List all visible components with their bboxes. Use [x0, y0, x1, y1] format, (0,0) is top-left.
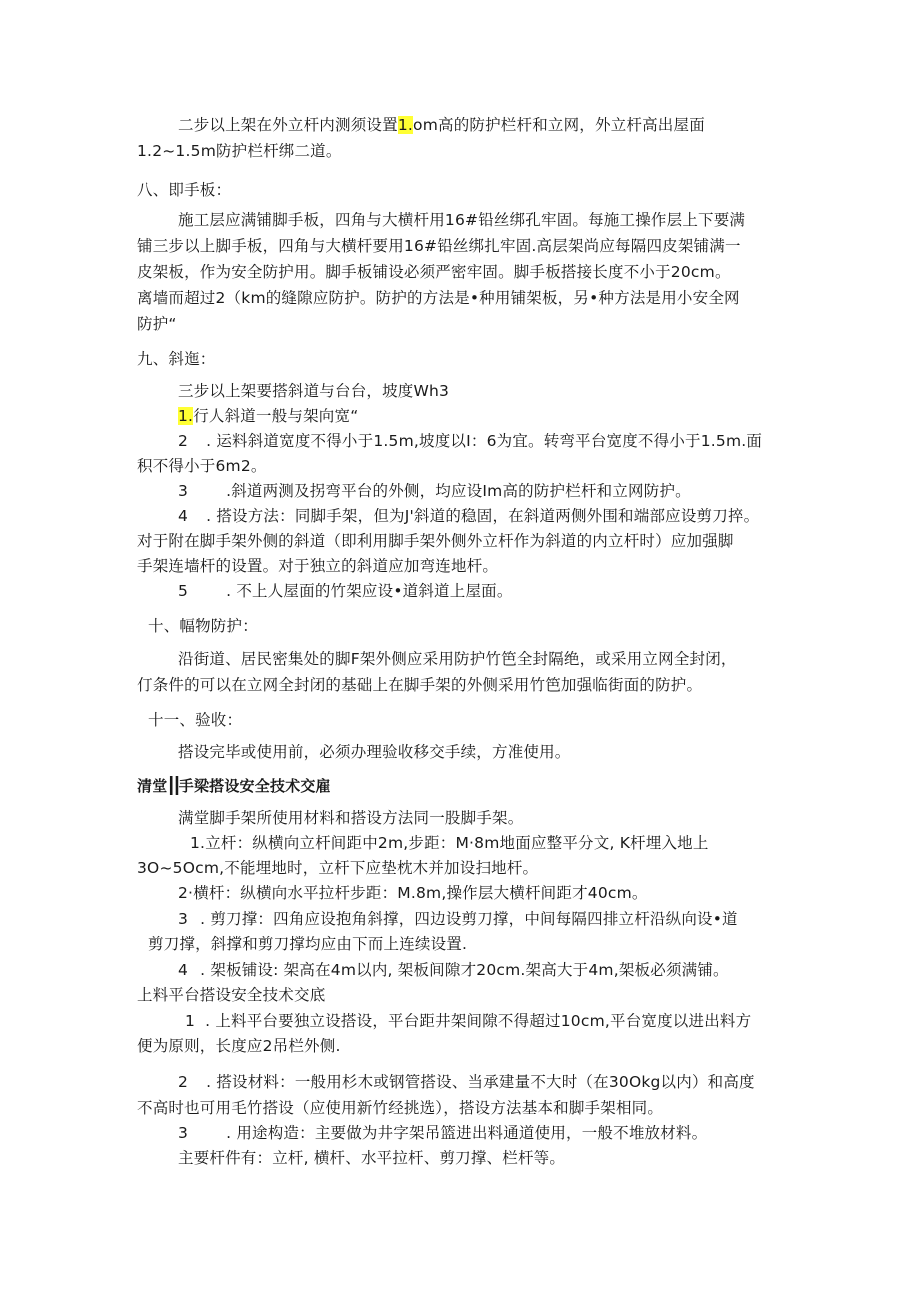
s11-line-1: 搭设完毕或使用前，必须办理验收移交手续，方准使用。: [178, 743, 571, 761]
p1-line-2: 1.2~1.5m防护栏杆绑二道。: [137, 142, 342, 160]
platform-item-1-line-1: 1 . 上料平台要独立设搭设，平台距井架间隙不得超过10cm,平台宽度以进出料方: [185, 1012, 752, 1030]
full-item-1-line-1: 1.立杆：纵横向立杆间距中2m,步距：M·8m地面应整平分文, K杆埋入地上: [190, 834, 709, 852]
s9-item-4-line-3: 手架连墙杆的设置。对于独立的斜道应加弯连地杆。: [137, 557, 499, 575]
s10-line-2: 仃条件的可以在立网全封闭的基础上在脚手架的外侧采用竹笆加强临街面的防护。: [137, 676, 703, 694]
s9-intro: 三步以上架要搭斜道与台台，坡度Wh3: [178, 382, 450, 400]
highlight-mark: 1.: [397, 116, 414, 134]
platform-heading: 上料平台搭设安全技术交底: [137, 986, 326, 1004]
s9-item-5: 5 . 不上人屋面的竹架应设•道斜道上屋面。: [178, 582, 513, 600]
full-item-1-line-2: 3O~5Ocm,不能埋地时，立杆下应垫枕木并加设扫地杆。: [137, 859, 539, 877]
platform-item-2-line-2: 不高时也可用毛竹搭设（应使用新竹经挑选），搭设方法基本和脚手架相同。: [137, 1099, 664, 1117]
platform-item-2-line-1: 2 . 搭设材料：一般用杉木或钢管搭设、当承建量不大时（在30Okg以内）和高度: [178, 1073, 755, 1091]
s10-line-1: 沿街道、居民密集处的脚F架外侧应采用防护竹笆全封隔绝，或采用立网全封闭，: [178, 650, 737, 668]
full-item-3-line-1: 3 . 剪刀撑：四角应设抱角斜撑，四边设剪刀撑，中间每隔四排立杆沿纵向设•道: [178, 910, 738, 928]
section-11-heading: 十一、验收：: [148, 711, 243, 729]
s9-item-2-line-2: 积不得小于6m2。: [137, 457, 267, 475]
section-9-heading: 九、斜迤：: [137, 350, 216, 368]
full-scaffold-heading: 清堂II手梁搭设安全技术交雇: [137, 772, 331, 802]
full-item-2: 2·横杆：纵横向水平拉杆步距：M.8m,操作层大横杆间距才40cm。: [178, 884, 648, 902]
s8-line-4: 离墙而超过2（km的缝隙应防护。防护的方法是•种用铺架板，另•种方法是用小安全网: [137, 289, 740, 307]
s8-line-1: 施工层应满铺脚手板，四角与大横杆用16#铅丝绑孔牢固。每施工操作层上下要满: [178, 211, 746, 229]
s9-item-3: 3 .斜道两测及拐弯平台的外侧，均应设Im高的防护栏杆和立网防护。: [178, 482, 691, 500]
s9-item-2-line-1: 2 . 运料斜道宽度不得小于1.5m,坡度以I：6为宜。转弯平台宽度不得小于1.5m.面: [178, 432, 763, 450]
p1-line-1: 二步以上架在外立杆内测须设置1.om高的防护栏杆和立网，外立杆高出屋面: [178, 116, 705, 134]
s8-line-3: 皮架板，作为安全防护用。脚手板铺设必须严密牢固。脚手板搭接长度不小于20cm。: [137, 263, 731, 281]
highlight-mark: 1.: [178, 407, 194, 425]
platform-item-1-line-2: 便为原则，长度应2吊栏外侧.: [137, 1037, 341, 1055]
s8-line-2: 铺三步以上脚手板，四角与大横杆要用16#铅丝绑扎牢固.高层架尚应每隔四皮架铺满一: [137, 237, 741, 255]
full-item-4: 4 . 架板铺设: 架高在4m以内, 架板间隙才20cm.架高大于4m,架板必须满铺。: [178, 961, 729, 979]
s9-item-4-line-2: 对于附在脚手架外侧的斜道（即利用脚手架外侧外立杆作为斜道的内立杆时）应加强脚: [137, 532, 734, 550]
full-intro: 满堂脚手架所使用材料和搭设方法同一股脚手架。: [178, 809, 524, 827]
platform-item-3: 3 . 用途构造：主要做为井字架吊篮进出料通道使用，一般不堆放材料。: [178, 1124, 708, 1142]
full-item-3-line-2: 剪刀撑，斜撑和剪刀撑均应由下而上连续设置.: [148, 935, 468, 953]
s9-item-1: 1.行人斜道一般与架向宽“: [178, 407, 359, 425]
s9-item-4-line-1: 4 . 搭设方法：同脚手架，但为J'斜道的稳固，在斜道两侧外围和端部应设剪刀捽。: [178, 507, 760, 525]
s8-line-5: 防护“: [137, 315, 177, 333]
section-10-heading: 十、幅物防护：: [148, 617, 258, 635]
platform-main-bars: 主要杆件有：立杆, 横杆、水平拉杆、剪刀撑、栏杆等。: [178, 1149, 566, 1167]
section-8-heading: 八、即手板：: [137, 181, 232, 199]
